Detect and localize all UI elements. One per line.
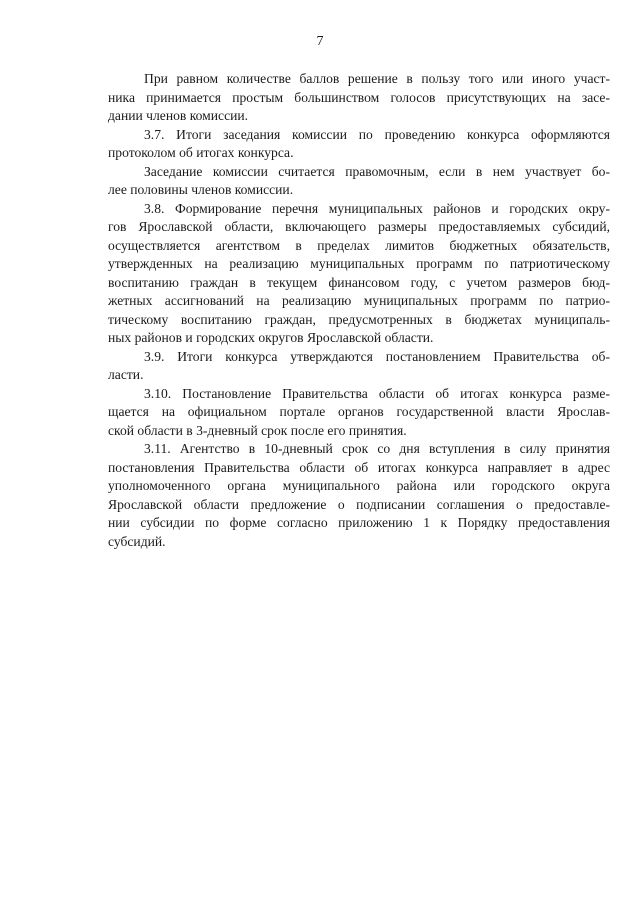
- text-line: ласти.: [108, 367, 144, 382]
- text-line: постановления Правительства области об итогах конкурса направляет в адрес: [108, 459, 610, 475]
- text-line: дании членов комиссии.: [108, 108, 249, 123]
- text-line: 3.7. Итоги заседания комиссии по проведению конкурса оформляются: [144, 126, 610, 142]
- paragraph: [108, 440, 610, 551]
- paragraph: [108, 200, 610, 348]
- text-line: субсидий.: [108, 533, 166, 549]
- text-line: лее половины членов комиссии.: [108, 182, 294, 197]
- paragraph: [108, 385, 610, 441]
- text-line: воспитанию граждан в текущем финансовом году, с учетом размеров бюд-: [108, 274, 610, 290]
- page-number: 7: [316, 34, 324, 49]
- text-line: уполномоченного органа муниципального района или городского округа: [108, 478, 610, 493]
- text-line: При равном количестве баллов решение в пользу того или иного участ-: [144, 71, 610, 86]
- paragraph: [108, 70, 610, 126]
- text-line: 3.10. Постановление Правительства области об итогах конкурса разме-: [144, 385, 610, 401]
- paragraph: [108, 163, 610, 200]
- text-line: осуществляется агентством в пределах лимитов бюджетных обязательств,: [108, 237, 610, 253]
- text-line: ника принимается простым большинством голосов присутствующих на засе-: [108, 89, 610, 105]
- paragraph: [108, 348, 610, 385]
- text-line: ской области в 3-дневный срок после его принятия.: [108, 422, 407, 438]
- text-line: гов Ярославской области, включающего размеры предоставляемых субсидий,: [108, 219, 610, 234]
- text-line: щается на официальном портале органов государственной власти Ярослав-: [108, 404, 610, 419]
- document-body: [108, 70, 610, 551]
- text-line: 3.9. Итоги конкурса утверждаются постановлением Правительства об-: [144, 348, 610, 364]
- text-line: ных районов и городских округов Ярославской области.: [108, 330, 434, 345]
- text-line: 3.8. Формирование перечня муниципальных районов и городских окру-: [144, 200, 610, 216]
- text-line: нии субсидии по форме согласно приложению 1 к Порядку предоставления: [108, 515, 610, 530]
- text-line: Ярославской области предложение о подписании соглашения о предоставле-: [108, 496, 610, 512]
- text-line: жетных ассигнований на реализацию муниципальных программ по патрио-: [108, 293, 610, 308]
- text-line: тическому воспитанию граждан, предусмотренных в бюджетах муниципаль-: [108, 311, 610, 327]
- text-line: Заседание комиссии считается правомочным, если в нем участвует бо-: [144, 163, 610, 179]
- text-line: протоколом об итогах конкурса.: [108, 145, 294, 160]
- paragraph: [108, 126, 610, 163]
- text-line: утвержденных на реализацию муниципальных программ по патриотическому: [108, 256, 610, 271]
- text-line: 3.11. Агентство в 10-дневный срок со дня вступления в силу принятия: [144, 441, 610, 456]
